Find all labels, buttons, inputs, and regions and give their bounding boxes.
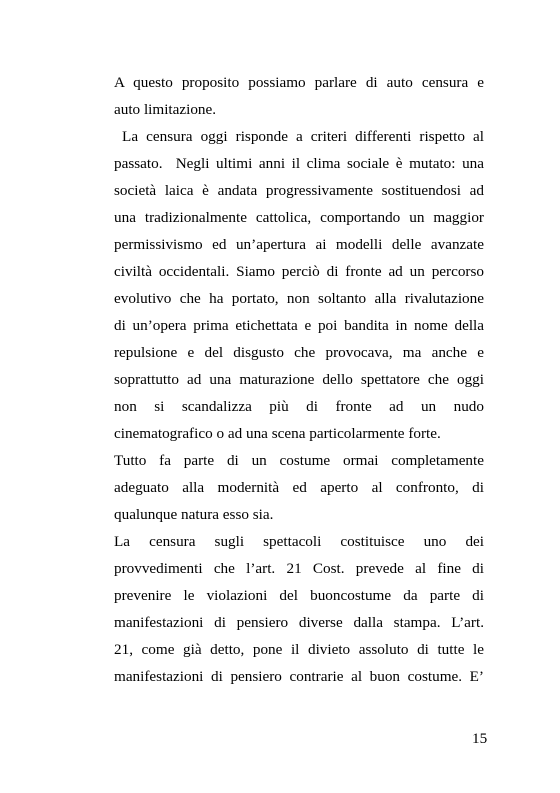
text-line: qualunque natura esso sia. [114, 506, 274, 523]
text-line: passato. Negli ultimi anni il clima sociale è mutato: una [114, 155, 484, 172]
text-line: di un’opera prima etichettata e poi bandita in nome della [114, 317, 484, 334]
text-line: manifestazioni di pensiero diverse dalla stampa. L’art. [114, 614, 484, 631]
page-number: 15 [472, 730, 488, 747]
text-line: evolutivo che ha portato, non soltanto alla rivalutazione [114, 290, 484, 307]
text-line: Tutto fa parte di un costume ormai completamente [114, 452, 484, 469]
text-line: A questo proposito possiamo parlare di auto censura e [114, 74, 484, 91]
text-line: cinematografico o ad una scena particolarmente forte. [114, 425, 441, 442]
text-line: La censura sugli spettacoli costituisce uno dei [114, 533, 484, 550]
text-line: La censura oggi risponde a criteri differenti rispetto al [114, 128, 484, 145]
text-line: civiltà occidentali. Siamo perciò di fronte ad un percorso [114, 263, 484, 280]
text-line: auto limitazione. [114, 101, 217, 118]
paragraph-censura-oggi [114, 123, 484, 447]
paragraph-auto-censura [114, 69, 484, 123]
text-line: repulsione e del disgusto che provocava, ma anche e [114, 344, 484, 361]
body-text [114, 69, 484, 690]
text-line: 21, come già detto, pone il divieto assoluto di tutte le [114, 641, 484, 658]
text-line: non si scandalizza più di fronte ad un nudo [114, 398, 484, 415]
text-line: adeguato alla modernità ed aperto al confronto, di [114, 479, 484, 496]
text-line: provvedimenti che l’art. 21 Cost. prevede al fine di [114, 560, 484, 577]
paragraph-art-21 [114, 528, 484, 690]
text-line: manifestazioni di pensiero contrarie al buon costume. E’ [114, 668, 484, 685]
text-line: permissivismo ed un’apertura ai modelli delle avanzate [114, 236, 484, 253]
text-line: soprattutto ad una maturazione dello spettatore che oggi [114, 371, 484, 388]
text-line: società laica è andata progressivamente sostituendosi ad [114, 182, 484, 199]
text-line: una tradizionalmente cattolica, comportando un maggior [114, 209, 484, 226]
text-line: prevenire le violazioni del buoncostume da parte di [114, 587, 484, 604]
paragraph-costume [114, 447, 484, 528]
